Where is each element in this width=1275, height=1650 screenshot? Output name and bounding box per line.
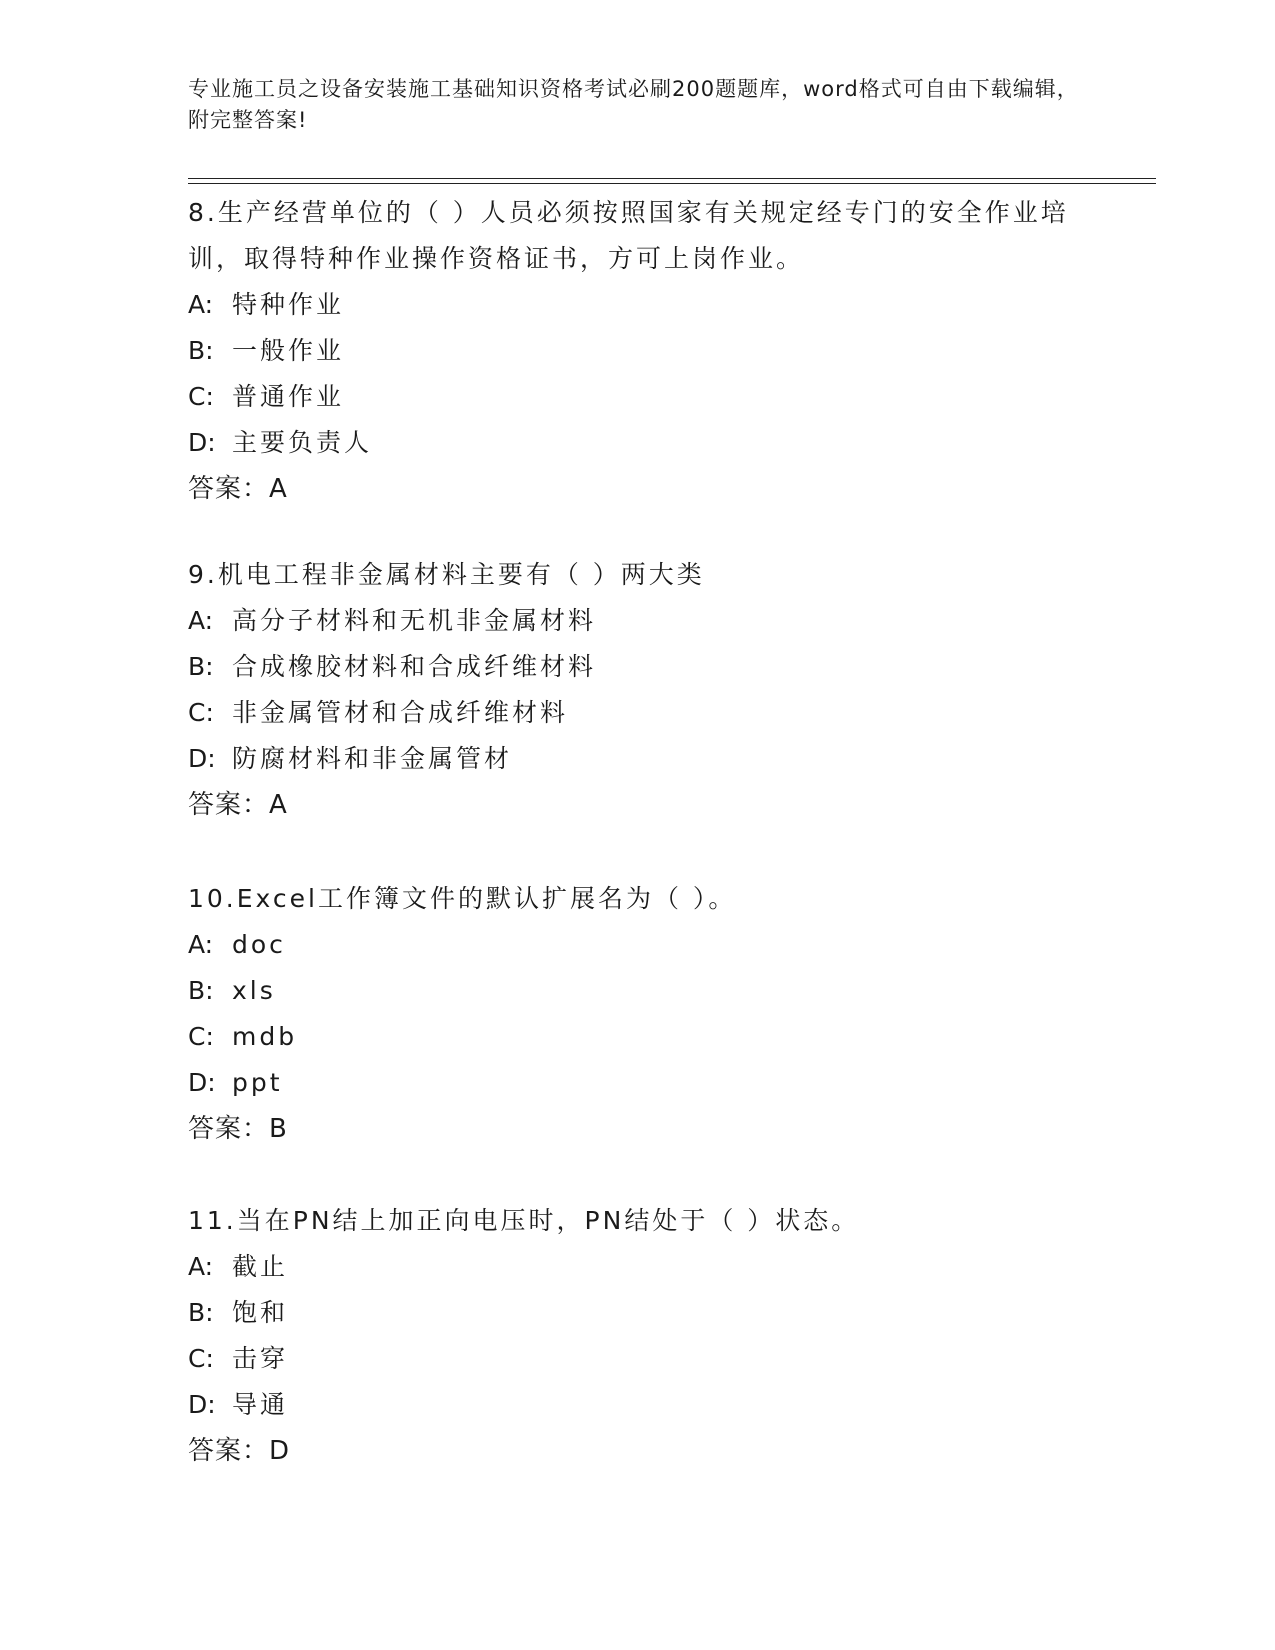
- option-d: [188, 1382, 1088, 1428]
- option-text: 防腐材料和非金属管材: [232, 744, 513, 773]
- option-c: [188, 374, 1088, 420]
- option-text: 饱和: [232, 1298, 289, 1327]
- option-text: 合成橡胶材料和合成纤维材料: [232, 652, 597, 681]
- option-text: 击穿: [232, 1344, 289, 1373]
- option-b: [188, 644, 1088, 690]
- option-letter: C:: [188, 1022, 214, 1051]
- option-text: 特种作业: [232, 290, 345, 319]
- option-text: 非金属管材和合成纤维材料: [232, 698, 569, 727]
- option-c: [188, 1014, 1088, 1060]
- option-letter: D:: [188, 1390, 216, 1419]
- option-text: 普通作业: [232, 382, 345, 411]
- option-letter: C:: [188, 698, 214, 727]
- option-text: 一般作业: [232, 336, 345, 365]
- question-stem: 11.当在PN结上加正向电压时，PN结处于（ ）状态。: [188, 1206, 860, 1235]
- option-a: [188, 922, 1088, 968]
- option-c: [188, 1336, 1088, 1382]
- option-letter: D:: [188, 1068, 216, 1097]
- option-b: [188, 968, 1088, 1014]
- answer: 答案：A: [188, 790, 288, 820]
- option-letter: A:: [188, 606, 214, 635]
- option-a: [188, 1244, 1088, 1290]
- option-text: ppt: [232, 1068, 283, 1097]
- question-11: [188, 1198, 1088, 1474]
- option-d: [188, 1060, 1088, 1106]
- option-text: 截止: [232, 1252, 289, 1281]
- option-letter: D:: [188, 428, 216, 457]
- option-letter: B:: [188, 652, 214, 681]
- option-text: mdb: [232, 1022, 298, 1051]
- option-d: [188, 736, 1088, 782]
- option-text: xls: [232, 976, 276, 1005]
- answer: 答案：D: [188, 1436, 291, 1466]
- document-header: 专业施工员之设备安装施工基础知识资格考试必刷200题题库，word格式可自由下载编辑，附完整答案!: [188, 77, 1079, 132]
- question-9: [188, 552, 1088, 828]
- option-letter: C:: [188, 1344, 214, 1373]
- option-text: 高分子材料和无机非金属材料: [232, 606, 597, 635]
- answer: 答案：A: [188, 474, 288, 504]
- option-text: 主要负责人: [232, 428, 373, 457]
- option-letter: A:: [188, 1252, 214, 1281]
- option-c: [188, 690, 1088, 736]
- option-letter: C:: [188, 382, 214, 411]
- option-b: [188, 328, 1088, 374]
- option-letter: B:: [188, 336, 214, 365]
- option-letter: B:: [188, 1298, 214, 1327]
- option-letter: B:: [188, 976, 214, 1005]
- option-text: doc: [232, 930, 286, 959]
- question-stem: 9.机电工程非金属材料主要有（ ）两大类: [188, 560, 705, 589]
- option-b: [188, 1290, 1088, 1336]
- header-divider-bottom: [188, 183, 1156, 184]
- question-stem: 10.Excel工作簿文件的默认扩展名为（ ）。: [188, 884, 737, 913]
- option-letter: A:: [188, 290, 214, 319]
- option-letter: D:: [188, 744, 216, 773]
- option-d: [188, 420, 1088, 466]
- option-a: [188, 282, 1088, 328]
- question-stem: 8.生产经营单位的（ ）人员必须按照国家有关规定经专门的安全作业培训，取得特种作业操作资格证书，方可上岗作业。: [188, 198, 1069, 273]
- option-text: 导通: [232, 1390, 289, 1419]
- question-10: [188, 876, 1088, 1152]
- option-a: [188, 598, 1088, 644]
- header-divider-top: [188, 178, 1156, 179]
- question-8: [188, 190, 1088, 512]
- answer: 答案：B: [188, 1114, 288, 1144]
- option-letter: A:: [188, 930, 214, 959]
